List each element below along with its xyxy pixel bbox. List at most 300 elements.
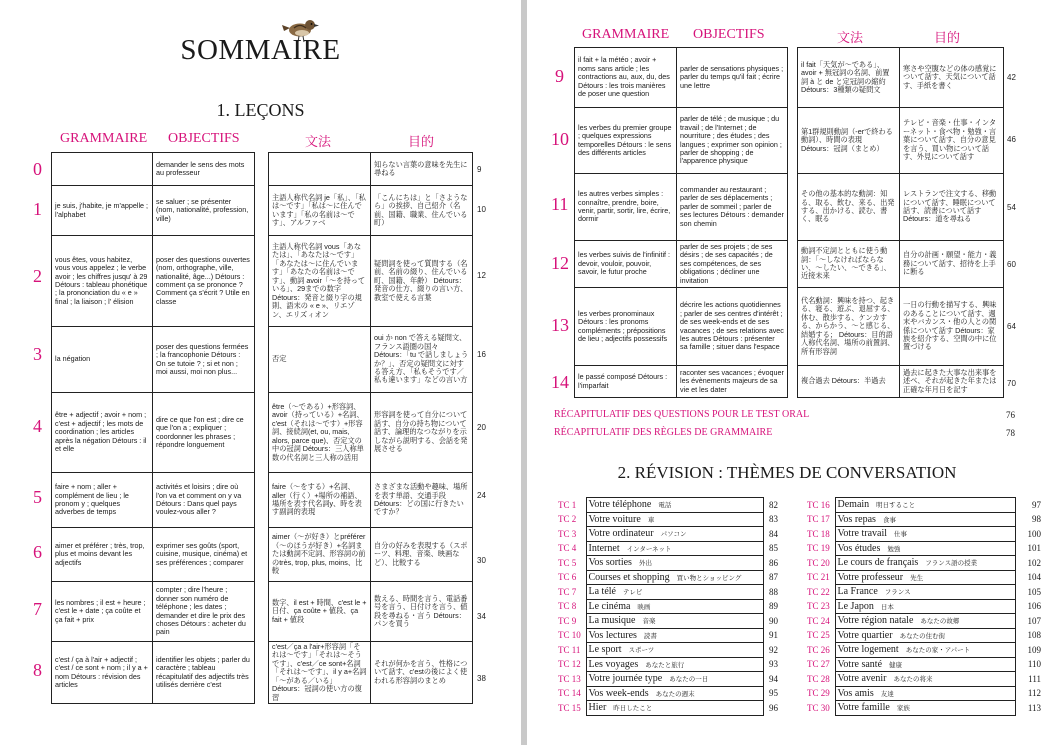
theme-cell[interactable] xyxy=(835,672,1015,687)
page-number: 70 xyxy=(1007,379,1016,388)
themes-table-right xyxy=(805,497,1043,716)
theme-title-jp: 読書 xyxy=(643,631,657,640)
theme-code: TC 5 xyxy=(558,557,577,568)
theme-row[interactable] xyxy=(556,686,780,701)
table-row xyxy=(798,108,1004,174)
theme-row[interactable] xyxy=(556,527,780,542)
theme-code: TC 7 xyxy=(558,586,577,597)
theme-code: TC 1 xyxy=(558,499,577,510)
theme-cell[interactable] xyxy=(586,570,763,585)
lesson-number: 6 xyxy=(33,542,42,562)
theme-code: TC 24 xyxy=(807,615,830,626)
theme-code: TC 26 xyxy=(807,644,830,655)
theme-cell[interactable] xyxy=(835,657,1015,672)
col-header-grammaire: GRAMMAIRE xyxy=(582,27,670,42)
theme-cell[interactable] xyxy=(586,585,763,600)
objectifs-cell: exprimer ses goûts (sport, cuisine, musique, cinéma) et ses préférences ; comparer xyxy=(153,528,255,582)
table-row xyxy=(52,236,255,327)
theme-title: Vos sorties xyxy=(588,557,632,569)
theme-cell[interactable] xyxy=(586,541,763,556)
theme-page: 82 xyxy=(769,499,778,510)
theme-cell[interactable] xyxy=(835,643,1015,658)
lesson-number: 9 xyxy=(555,66,564,86)
lessons-jp-table-left xyxy=(268,152,473,704)
lesson-number: 1 xyxy=(33,199,42,219)
section-title-lecons: 1. LEÇONS xyxy=(216,100,305,120)
theme-cell[interactable] xyxy=(835,701,1015,716)
lessons-jp-table-right xyxy=(797,47,1004,398)
table-row xyxy=(52,473,255,528)
mokuteki-cell: 疑問詞を使って質問する（名前、名前の綴り、住んでいる町、国籍、年齢） Détours：発音の仕方、綴りの言い方、教室で使える言葉 xyxy=(371,236,473,327)
theme-cell[interactable] xyxy=(586,686,763,701)
theme-page: 106 xyxy=(1027,601,1041,612)
theme-code: TC 15 xyxy=(558,702,581,713)
objectifs-cell: compter ; dire l'heure ; donner son numéro de téléphone ; les dates ; demander et dire le prix des choses Détours : acheter du pain xyxy=(153,582,255,642)
bunpo-cell: 動詞不定詞とともに使う動詞：「～しなければならない、～したい、～できる」、近接未来 xyxy=(798,241,900,288)
theme-code: TC 19 xyxy=(807,543,830,554)
theme-cell[interactable] xyxy=(586,657,763,672)
bunpo-cell: 否定 xyxy=(269,327,371,393)
grammaire-cell: il fait + la météo ; avoir + noms sans article ; les contractions au, aux, du, des Détours : les trois manières de poser une question xyxy=(575,48,677,108)
theme-title: Votre santé xyxy=(837,658,883,670)
theme-title-jp: インターネット xyxy=(626,544,672,553)
theme-cell[interactable] xyxy=(586,672,763,687)
col-header-mokuteki: 目的 xyxy=(934,31,961,46)
bunpo-cell: 複合過去 Détours：半過去 xyxy=(798,366,900,398)
theme-row[interactable] xyxy=(556,628,780,643)
theme-row[interactable] xyxy=(805,701,1043,716)
theme-page: 113 xyxy=(1027,702,1041,713)
theme-title-jp: あなたの週末 xyxy=(655,689,695,698)
mokuteki-cell: 数える、時間を言う、電話番号を言う、日付けを言う、値段を尋ねる・言う Détours：パンを買う xyxy=(371,582,473,642)
theme-cell[interactable] xyxy=(835,498,1015,513)
table-row xyxy=(52,582,255,642)
bunpo-cell: c'est／ça a l'air+形容詞「それは～です」「それは～そうです」、c'est／ce sont+名詞「それは～です」、il y a+名詞「～がある／いる」 Détours：冠詞の使い方の復習 xyxy=(269,642,371,704)
page-number: 34 xyxy=(477,612,486,621)
theme-title: Le sport xyxy=(588,644,622,656)
theme-row[interactable] xyxy=(556,614,780,629)
theme-title-jp: 日本 xyxy=(880,602,894,611)
mokuteki-cell: 一日の行動を描写する、興味のあることについて話す、週末やバカンス・他の人との関係について話す Détours：家族を紹介する、空間の中に位置づける xyxy=(900,288,1004,366)
table-row xyxy=(269,236,473,327)
theme-code: TC 28 xyxy=(807,673,830,684)
theme-cell[interactable] xyxy=(586,643,763,658)
bunpo-cell: 数字、il est + 時間、c'est le + 日付、ça coûte + 値段、ça fait + 値段 xyxy=(269,582,371,642)
theme-cell[interactable] xyxy=(586,498,763,513)
theme-title: Votre quartier xyxy=(837,629,893,641)
theme-title-jp: 健康 xyxy=(889,660,903,669)
theme-title-jp: 電話 xyxy=(658,501,672,510)
theme-page: 90 xyxy=(769,615,778,626)
bunpo-cell: 第1群規則動詞（-erで終わる動詞）、時間の表現 Détours：冠詞（まとめ） xyxy=(798,108,900,174)
theme-code: TC 14 xyxy=(558,688,581,699)
lesson-number: 8 xyxy=(33,660,42,680)
theme-page: 104 xyxy=(1027,572,1041,583)
recap-oral-page: 76 xyxy=(1006,410,1015,420)
theme-title: La télé xyxy=(588,586,616,598)
theme-code: TC 21 xyxy=(807,572,830,583)
theme-page: 100 xyxy=(1027,528,1041,539)
table-row xyxy=(575,241,788,288)
grammaire-cell xyxy=(52,153,153,186)
mokuteki-cell: さまざまな活動や趣味、場所を表す単語、交通手段 Détours：どの国に行きたいですか？ xyxy=(371,473,473,528)
theme-page: 93 xyxy=(769,659,778,670)
theme-code: TC 16 xyxy=(807,499,830,510)
theme-code: TC 30 xyxy=(807,702,830,713)
table-row xyxy=(269,327,473,393)
table-row xyxy=(798,241,1004,288)
theme-code: TC 12 xyxy=(558,659,581,670)
theme-title: Hier xyxy=(588,702,607,714)
objectifs-cell: demander le sens des mots au professeur xyxy=(153,153,255,186)
grammaire-cell: vous êtes, vous habitez, vous vous appelez ; le verbe avoir ; les chiffres jusqu' à 29 Détours : tableau phonétique ; la prononciation du « e » final ; la liaison ; l' élision xyxy=(52,236,153,327)
table-row xyxy=(575,108,788,174)
recap-oral-link[interactable]: RÉCAPITULATIF DES QUESTIONS POUR LE TEST ORAL xyxy=(554,409,810,420)
theme-code: TC 27 xyxy=(807,659,830,670)
col-header-bunpo: 文法 xyxy=(837,31,864,46)
theme-cell[interactable] xyxy=(835,541,1015,556)
theme-row[interactable] xyxy=(556,556,780,571)
theme-page: 96 xyxy=(769,702,778,713)
theme-page: 111 xyxy=(1028,673,1041,684)
bunpo-cell: 主語人称代名詞 vous「あなたは」、「あなたは～です」「あなたは～に住んでいます」「あなたの名前は～です」、動詞 avoir「～を持っている」、29までの数字 Détours：発音と綴り字の規則、語末の « e »、リエゾン、エリズィオン xyxy=(269,236,371,327)
lesson-number: 0 xyxy=(33,159,42,179)
section-title-revision: 2. RÉVISION : THÈMES DE CONVERSATION xyxy=(617,463,957,482)
theme-code: TC 20 xyxy=(807,557,830,568)
col-header-bunpo: 文法 xyxy=(305,135,332,150)
mokuteki-cell: 自分の好みを表現する（スポーツ、料理、音楽、映画など）、比較する xyxy=(371,528,473,582)
theme-title: Les voyages xyxy=(588,658,639,670)
theme-cell[interactable] xyxy=(835,556,1015,571)
mokuteki-cell: 「こんにちは」と「さようなら」の挨拶、自己紹介（名前、国籍、職業、住んでいる町） xyxy=(371,186,473,236)
theme-page: 84 xyxy=(769,528,778,539)
theme-title: Votre journée type xyxy=(588,673,663,685)
mokuteki-cell: 寒さや空腹などの体の感覚について話す、天気について話す、手紙を書く xyxy=(900,48,1004,108)
table-row xyxy=(52,327,255,393)
lesson-number: 13 xyxy=(551,315,569,335)
grammaire-cell: la négation xyxy=(52,327,153,393)
lesson-number: 7 xyxy=(33,599,42,619)
lesson-number: 12 xyxy=(551,253,569,273)
lesson-number: 11 xyxy=(551,194,569,214)
grammaire-cell: je suis, j'habite, je m'appelle ; l'alphabet xyxy=(52,186,153,236)
theme-title: Votre professeur xyxy=(837,571,904,583)
theme-page: 105 xyxy=(1027,586,1041,597)
table-row xyxy=(52,153,255,186)
table-row xyxy=(798,174,1004,241)
lesson-number: 5 xyxy=(33,487,42,507)
table-row xyxy=(798,48,1004,108)
theme-page: 83 xyxy=(769,514,778,525)
col-header-grammaire: GRAMMAIRE xyxy=(60,131,148,146)
theme-code: TC 23 xyxy=(807,601,830,612)
theme-title-jp: 友達 xyxy=(880,689,894,698)
grammaire-cell: être + adjectif ; avoir + nom ; c'est + adjectif ; les mots de coordination ; les articles après la négation Détours : il et elle xyxy=(52,393,153,473)
bunpo-cell: 主語人称代名詞 je「私」、「私は～です」「私は～に住んでいます」「私の名前は～です」、アルファベ xyxy=(269,186,371,236)
theme-cell[interactable] xyxy=(835,512,1015,527)
page-number: 10 xyxy=(477,205,486,214)
theme-row[interactable] xyxy=(805,657,1043,672)
theme-page: 92 xyxy=(769,644,778,655)
table-row xyxy=(52,186,255,236)
mokuteki-cell: レストランで注文する、移動について話す、睡眠について話す、読書について話す Détours：道を尋ねる xyxy=(900,174,1004,241)
theme-row[interactable] xyxy=(805,599,1043,614)
lessons-fr-table-right xyxy=(574,47,788,398)
theme-page: 88 xyxy=(769,586,778,597)
theme-title-jp: 外出 xyxy=(638,559,652,568)
theme-title-jp: 車 xyxy=(647,515,655,524)
theme-page: 112 xyxy=(1027,688,1041,699)
theme-title: Courses et shopping xyxy=(588,571,670,583)
table-row xyxy=(269,582,473,642)
theme-row[interactable] xyxy=(805,585,1043,600)
lesson-number: 2 xyxy=(33,266,42,286)
bunpo-cell: faire（～をする）+名詞、aller（行く）+場所の補語、場所を表す代名詞y、時を表す副詞的表現 xyxy=(269,473,371,528)
theme-row[interactable] xyxy=(805,570,1043,585)
page-title: SOMMAIRE xyxy=(180,34,341,66)
theme-code: TC 25 xyxy=(807,630,830,641)
left-page xyxy=(0,0,521,745)
recap-grammar-link[interactable]: RÉCAPITULATIF DES RÈGLES DE GRAMMAIRE xyxy=(554,427,773,438)
theme-cell[interactable] xyxy=(835,599,1015,614)
lesson-number: 4 xyxy=(33,416,42,436)
page-number: 60 xyxy=(1007,260,1016,269)
grammaire-cell: les verbes du premier groupe ; quelques expressions temporelles Détours : le sens des différents articles xyxy=(575,108,677,174)
theme-page: 109 xyxy=(1027,644,1041,655)
page-number: 30 xyxy=(477,556,486,565)
theme-code: TC 3 xyxy=(558,528,577,539)
mokuteki-cell: テレビ・音楽・仕事・インターネット・食べ物・勉強・言葉について話す、自分の意見を言う、買い物について話す、外見について話す xyxy=(900,108,1004,174)
theme-title-jp: あなたと旅行 xyxy=(645,660,685,669)
page-number: 38 xyxy=(477,674,486,683)
objectifs-cell: parler de sensations physiques ; parler du temps qu'il fait ; écrire une lettre xyxy=(677,48,788,108)
lesson-number: 3 xyxy=(33,344,42,364)
bunpo-cell: その他の基本的な動詞：知る、取る、飲む、来る、出発する、出かける、読む、書く、眠る xyxy=(798,174,900,241)
theme-title: Demain xyxy=(837,499,870,511)
theme-code: TC 6 xyxy=(558,572,577,583)
theme-row[interactable] xyxy=(556,541,780,556)
lesson-number: 14 xyxy=(551,372,569,392)
objectifs-cell: parler de ses projets ; de ses désirs ; de ses capacités ; de ses compétences, de ses obligations ; décliner une invitation xyxy=(677,241,788,288)
theme-row[interactable] xyxy=(805,643,1043,658)
theme-cell[interactable] xyxy=(835,686,1015,701)
col-header-mokuteki: 目的 xyxy=(408,135,435,150)
theme-row[interactable] xyxy=(805,512,1043,527)
theme-title: Le cinéma xyxy=(588,600,631,612)
page-number: 16 xyxy=(477,350,486,359)
theme-row[interactable] xyxy=(556,672,780,687)
table-row xyxy=(269,393,473,473)
theme-title: Votre logement xyxy=(837,644,899,656)
theme-row[interactable] xyxy=(805,527,1043,542)
theme-title-jp: スポーツ xyxy=(628,646,655,655)
objectifs-cell: commander au restaurant ; parler de ses déplacements ; parler de sommeil ; parler de ses lectures Détours : demander son chemin xyxy=(677,174,788,241)
theme-code: TC 8 xyxy=(558,601,577,612)
theme-cell[interactable] xyxy=(586,556,763,571)
table-row xyxy=(269,528,473,582)
page-number: 9 xyxy=(477,165,482,174)
table-row xyxy=(269,642,473,704)
theme-row[interactable] xyxy=(805,498,1043,513)
theme-row[interactable] xyxy=(556,643,780,658)
table-row xyxy=(575,48,788,108)
theme-title: Le Japon xyxy=(837,600,874,612)
theme-title-jp: 家族 xyxy=(896,704,910,713)
page-number: 20 xyxy=(477,423,486,432)
objectifs-cell: décrire les actions quotidiennes ; parler de ses centres d'intérêt ; de ses week-ends et de ses vacances ; de ses relations avec les autres Détours : présenter sa famille ; situer dans l'espace xyxy=(677,288,788,366)
objectifs-cell: poser des questions ouvertes (nom, orthographe, ville, nationalité, âge...) Détours : comment ça se prononce ? Comment ça s'écrit ? Utile en classe xyxy=(153,236,255,327)
themes-table-left xyxy=(556,497,780,716)
table-row xyxy=(52,642,255,704)
objectifs-cell: raconter ses vacances ; évoquer les évènements majeurs de sa vie et les dater xyxy=(677,366,788,398)
col-header-objectifs: OBJECTIFS xyxy=(693,27,765,42)
theme-cell[interactable] xyxy=(835,527,1015,542)
theme-title: Vos amis xyxy=(837,687,874,699)
page-number: 46 xyxy=(1007,135,1016,144)
table-row xyxy=(269,153,473,186)
theme-row[interactable] xyxy=(805,686,1043,701)
mokuteki-cell: 自分の計画・願望・能力・義務について話す、招待を上手に断る xyxy=(900,241,1004,288)
theme-row[interactable] xyxy=(556,498,780,513)
theme-title: Votre voiture xyxy=(588,513,641,525)
theme-title-jp: 勉強 xyxy=(887,544,901,553)
theme-page: 89 xyxy=(769,601,778,612)
theme-page: 98 xyxy=(1032,514,1041,525)
theme-cell[interactable] xyxy=(835,628,1015,643)
theme-title: Votre travail xyxy=(837,528,888,540)
theme-title-jp: 先生 xyxy=(910,573,924,582)
theme-cell[interactable] xyxy=(586,527,763,542)
theme-title-jp: パソコン xyxy=(660,530,687,539)
table-row xyxy=(798,288,1004,366)
theme-page: 85 xyxy=(769,543,778,554)
theme-title-jp: あなたの故郷 xyxy=(920,617,960,626)
table-row xyxy=(798,366,1004,398)
theme-code: TC 17 xyxy=(807,514,830,525)
theme-title-jp: あなたの家・アパート xyxy=(905,646,971,655)
theme-title: Internet xyxy=(588,542,620,554)
grammaire-cell: le passé composé Détours : l'imparfait xyxy=(575,366,677,398)
grammaire-cell: faire + nom ; aller + complément de lieu ; le pronom y ; quelques adverbes de temps xyxy=(52,473,153,528)
theme-row[interactable] xyxy=(556,599,780,614)
theme-cell[interactable] xyxy=(586,628,763,643)
table-row xyxy=(575,174,788,241)
theme-page: 95 xyxy=(769,688,778,699)
theme-title: Vos repas xyxy=(837,513,876,525)
theme-code: TC 9 xyxy=(558,615,577,626)
theme-cell[interactable] xyxy=(835,614,1015,629)
table-row xyxy=(52,393,255,473)
objectifs-cell: se saluer ; se présenter (nom, nationalité, profession, ville) xyxy=(153,186,255,236)
bunpo-cell: 代名動詞：興味を持つ、起きる、寝る、遊ぶ、退屈する、休む、散歩する、ケンカする、からかう、～と感じる、結婚する； Détours：目的語人称代名詞、場所の前置詞、所有形容詞 xyxy=(798,288,900,366)
theme-title-jp: あなたの将来 xyxy=(893,675,933,684)
theme-page: 86 xyxy=(769,557,778,568)
bunpo-cell xyxy=(269,153,371,186)
bunpo-cell: aimer（～が好き）とpréférer（～のほうが好き）+名詞または動詞不定詞、形容詞の前のtrès, trop, plus, moins、比較 xyxy=(269,528,371,582)
theme-row[interactable] xyxy=(805,541,1043,556)
theme-code: TC 22 xyxy=(807,586,830,597)
theme-page: 101 xyxy=(1027,543,1041,554)
theme-row[interactable] xyxy=(556,585,780,600)
theme-title-jp: フランス語の授業 xyxy=(925,559,978,568)
theme-code: TC 13 xyxy=(558,673,581,684)
mokuteki-cell: oui か non で答える疑問文、フランス語圏の国々 Détours：「tu で話しましょうか？」、否定の疑問文に対する答え方、「私もそうです／私も違います」などの言い方 xyxy=(371,327,473,393)
lessons-fr-table-left xyxy=(51,152,255,704)
theme-code: TC 18 xyxy=(807,528,830,539)
mokuteki-cell: 知らない言葉の意味を先生に尋ねる xyxy=(371,153,473,186)
grammaire-cell: les verbes suivis de l'infinitif : devoir, vouloir, pouvoir, savoir, le futur proche xyxy=(575,241,677,288)
grammaire-cell: c'est / ça à l'air + adjectif ; c'est / ce sont + nom ; il y a + nom Détours : révision des articles xyxy=(52,642,153,704)
bunpo-cell: il fait「天気が～である」、avoir + 無冠詞の名詞、前置詞 à と de と定冠詞の縮約 Détours：3種類の疑問文 xyxy=(798,48,900,108)
table-row xyxy=(269,473,473,528)
objectifs-cell: parler de télé ; de musique ; du travail ; de l'Internet ; de nourriture ; des études ; des langues ; exprimer son opinion ; parler de shopping ; de l'apparence physique xyxy=(677,108,788,174)
mokuteki-cell: 過去に起きた大事な出来事を述べ、それが起きた年または正確な年月日を記す xyxy=(900,366,1004,398)
theme-row[interactable] xyxy=(805,672,1043,687)
page-number: 24 xyxy=(477,491,486,500)
theme-title: Votre ordinateur xyxy=(588,528,654,540)
theme-code: TC 10 xyxy=(558,630,581,641)
objectifs-cell: dire ce que l'on est ; dire ce que l'on a ; expliquer ; coordonner les phrases ; répondre longuement xyxy=(153,393,255,473)
theme-title: Votre région natale xyxy=(837,615,914,627)
theme-title: Vos études xyxy=(837,542,881,554)
theme-cell[interactable] xyxy=(835,570,1015,585)
theme-row[interactable] xyxy=(805,628,1043,643)
theme-code: TC 29 xyxy=(807,688,830,699)
theme-row[interactable] xyxy=(556,570,780,585)
theme-title-jp: 仕事 xyxy=(894,530,908,539)
theme-title-jp: 明日すること xyxy=(876,501,916,510)
page-number: 12 xyxy=(477,271,486,280)
page-number: 64 xyxy=(1007,322,1016,331)
theme-title: Vos lectures xyxy=(588,629,637,641)
theme-title: Vos week-ends xyxy=(588,687,649,699)
theme-page: 110 xyxy=(1027,659,1041,670)
theme-title-jp: フランス xyxy=(884,588,911,597)
page-number: 54 xyxy=(1007,203,1016,212)
theme-code: TC 2 xyxy=(558,514,577,525)
theme-title-jp: 映画 xyxy=(637,602,651,611)
theme-row[interactable] xyxy=(556,512,780,527)
theme-row[interactable] xyxy=(805,556,1043,571)
theme-cell[interactable] xyxy=(586,599,763,614)
theme-row[interactable] xyxy=(556,701,780,716)
theme-row[interactable] xyxy=(556,657,780,672)
theme-page: 107 xyxy=(1027,615,1041,626)
theme-page: 91 xyxy=(769,630,778,641)
right-page xyxy=(527,0,1047,745)
theme-cell[interactable] xyxy=(835,585,1015,600)
theme-cell[interactable] xyxy=(586,614,763,629)
recap-grammar-page: 78 xyxy=(1006,428,1015,438)
theme-title: La France xyxy=(837,586,878,598)
theme-page: 102 xyxy=(1027,557,1041,568)
objectifs-cell: identifier les objets ; parler du caractère ; tableau récapitulatif des adjectifs très utilisés derrière c'est xyxy=(153,642,255,704)
theme-title: Le cours de français xyxy=(837,557,919,569)
theme-page: 97 xyxy=(1032,499,1041,510)
theme-cell[interactable] xyxy=(586,512,763,527)
theme-page: 87 xyxy=(769,572,778,583)
theme-page: 108 xyxy=(1027,630,1041,641)
theme-code: TC 4 xyxy=(558,543,577,554)
theme-cell[interactable] xyxy=(586,701,763,716)
bunpo-cell: être（～である）+形容詞、avoir（持っている）+名詞、c'est（それは～です）+形容詞、接続詞(et, ou, mais, alors, parce que)、否定文の中の冠詞 Détours：三人称単数の代名詞と三人称の活用 xyxy=(269,393,371,473)
theme-title: Votre téléphone xyxy=(588,499,652,511)
table-row xyxy=(52,528,255,582)
theme-title-jp: テレビ xyxy=(622,588,643,597)
table-row xyxy=(575,288,788,366)
theme-title: Votre famille xyxy=(837,702,890,714)
theme-row[interactable] xyxy=(805,614,1043,629)
